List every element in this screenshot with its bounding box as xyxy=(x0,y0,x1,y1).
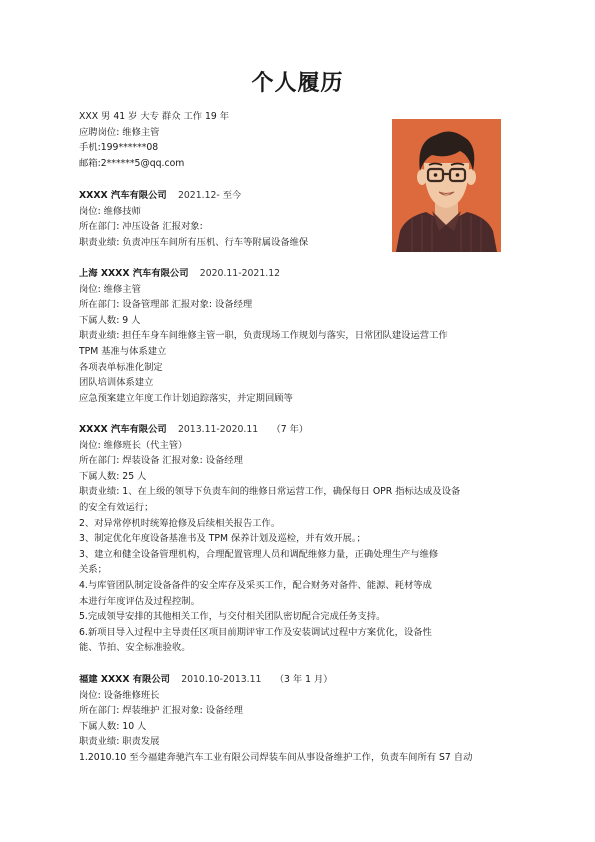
department: 所在部门: 冲压设备 汇报对象: xyxy=(79,221,203,233)
experience-3 xyxy=(79,422,524,656)
email: 邮箱:2******5@qq.com xyxy=(79,157,185,169)
position: 岗位: 维修技师 xyxy=(79,205,141,217)
team-size: 下属人数: 25 人 xyxy=(79,470,147,482)
experience-header xyxy=(79,672,524,688)
responsibilities: 职责业绩: 职责发展 xyxy=(79,736,160,748)
responsibilities: 职责业绩: 1、在上级的领导下负责车间的维修日常运营工作，确保每日 OPR 指标达成及设备 xyxy=(79,486,461,498)
responsibility-item: 1.2010.10 至今福建奔驰汽车工业有限公司焊装车间从事设备维护工作，负责车间所有 S7 自动 xyxy=(79,751,473,763)
responsibility-item: 6.新项目导入过程中主导责任区项目前期评审工作及安装调试过程中方案优化，设备性 xyxy=(79,626,432,638)
responsibility-item: 2、对异常停机时统筹抢修及后续相关报告工作。 xyxy=(79,517,281,529)
responsibility-item: 关系； xyxy=(79,564,107,576)
position: 岗位: 维修班长（代主管） xyxy=(79,439,188,451)
experience-header xyxy=(79,266,524,282)
left-eye xyxy=(434,173,438,177)
responsibility-item: 3、建立和健全设备管理机构，合理配置管理人员和调配维修力量，正确处理生产与维修 xyxy=(79,548,439,560)
avatar-illustration xyxy=(392,119,501,252)
employment-dates: 2010.10-2013.11 xyxy=(181,674,262,685)
basic-info: XXX 男 41 岁 大专 群众 工作 19 年 xyxy=(79,111,230,122)
position: 岗位: 维修主管 xyxy=(79,283,141,295)
applied-position: 应聘岗位: 维修主管 xyxy=(79,126,160,138)
right-eye xyxy=(456,173,460,177)
employment-dates: 2021.12- 至今 xyxy=(177,190,242,201)
page-title: 个人履历 xyxy=(251,71,344,96)
team-size: 下属人数: 10 人 xyxy=(79,720,147,732)
phone: 手机:199******08 xyxy=(79,142,159,154)
responsibility-item: 5.完成领导安排的其他相关工作，与交付相关团队密切配合完成任务支持。 xyxy=(79,611,386,623)
experience-header xyxy=(79,422,524,438)
department: 所在部门: 焊装设备 汇报对象: 设备经理 xyxy=(79,455,243,467)
employment-duration: （7 年） xyxy=(271,424,309,435)
position: 岗位: 设备维修班长 xyxy=(79,689,160,701)
responsibilities: 职责业绩: 负责冲压车间所有压机、行车等附属设备维保 xyxy=(79,236,309,248)
responsibility-item: 团队培训体系建立 xyxy=(79,377,154,389)
responsibility-item: 的安全有效运行； xyxy=(79,501,154,513)
responsibility-item: 各项表单标准化制定 xyxy=(79,361,163,373)
company-name: XXXX 汽车有限公司 xyxy=(79,424,167,435)
company-name: XXXX 汽车有限公司 xyxy=(79,190,167,201)
responsibilities: 职责业绩: 担任车身车间维修主管一职，负责现场工作规划与落实，日常团队建设运营工作 xyxy=(79,330,448,342)
responsibility-item: 能、节拍、安全标准验收。 xyxy=(79,642,191,654)
profile-photo xyxy=(392,119,501,252)
responsibility-item: TPM 基准与体系建立 xyxy=(79,345,167,357)
experience-4 xyxy=(79,672,524,766)
department: 所在部门: 设备管理部 汇报对象: 设备经理 xyxy=(79,299,253,311)
responsibility-item: 3、制定优化年度设备基准书及 TPM 保养计划及巡检，并有效开展。； xyxy=(79,533,366,545)
company-name: 福建 XXXX 有限公司 xyxy=(79,674,170,685)
team-size: 下属人数: 9 人 xyxy=(79,314,141,326)
company-name: 上海 XXXX 汽车有限公司 xyxy=(79,268,189,279)
responsibility-item: 4.与库管团队制定设备备件的安全库存及采买工作，配合财务对备件、能源、耗材等成 xyxy=(79,579,432,591)
responsibility-item: 本进行年度评估及过程控制。 xyxy=(79,595,200,607)
department: 所在部门: 焊装维护 汇报对象: 设备经理 xyxy=(79,705,243,717)
employment-dates: 2020.11-2021.12 xyxy=(199,268,281,279)
employment-duration: （3 年 1 月） xyxy=(274,674,333,685)
employment-dates: 2013.11-2020.11 xyxy=(177,424,259,435)
responsibility-item: 应急预案建立年度工作计划追踪落实，并定期回顾等 xyxy=(79,392,293,404)
experience-2 xyxy=(79,266,524,406)
